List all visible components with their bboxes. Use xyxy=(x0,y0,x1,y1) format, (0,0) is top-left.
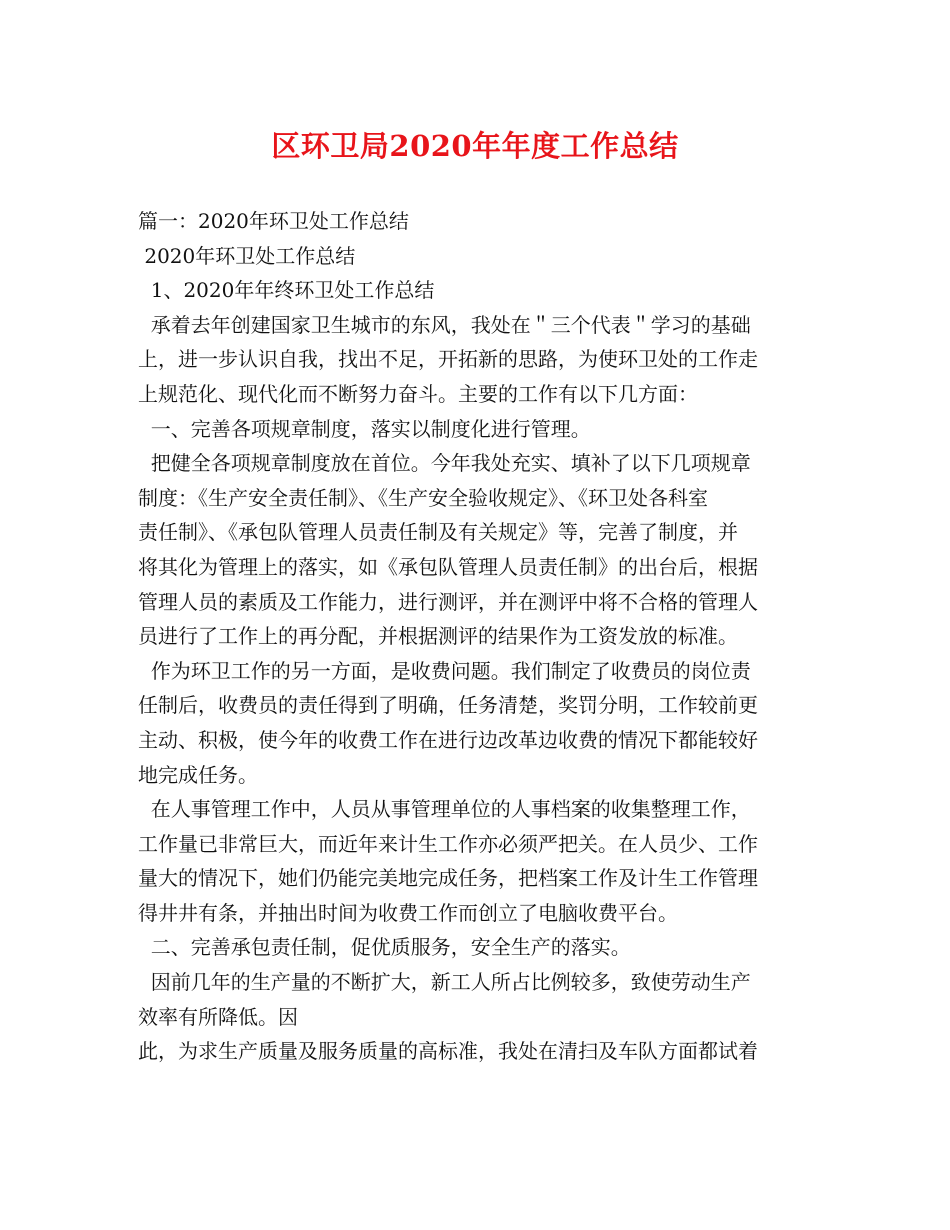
text-line: 任制后，收费员的责任得到了明确，任务清楚，奖罚分明，工作较前更 xyxy=(138,693,758,718)
text-line: 上，进一步认识自我，找出不足，开拓新的思路，为使环卫处的工作走 xyxy=(138,347,758,372)
text-line: 制度：《生产安全责任制》、《生产安全验收规定》、《环卫处各科室 xyxy=(138,485,708,510)
document-title: 区环卫局2020年年度工作总结 xyxy=(271,129,679,163)
text-line: 1、2020年年终环卫处工作总结 xyxy=(138,278,435,303)
text-line: 工作量已非常巨大，而近年来计生工作亦必须严把关。在人员少、工作 xyxy=(138,831,758,856)
text-line: 主动、积极，使今年的收费工作在进行边改革边收费的情况下都能较好 xyxy=(138,727,758,752)
text-line: 量大的情况下，她们仍能完美地完成任务，把档案工作及计生工作管理 xyxy=(138,866,758,891)
text-line: 2020年环卫处工作总结 xyxy=(138,243,356,268)
text-line: 效率有所降低。因 xyxy=(138,1004,298,1029)
text-line: 责任制》、《承包队管理人员责任制及有关规定》等，完善了制度，并 xyxy=(138,520,738,545)
text-line: 篇一：2020年环卫处工作总结 xyxy=(138,209,409,233)
text-line: 得井井有条，并抽出时间为收费工作而创立了电脑收费平台。 xyxy=(138,900,678,925)
text-line: 上规范化、现代化而不断努力奋斗。主要的工作有以下几方面： xyxy=(138,381,698,406)
text-line: 地完成任务。 xyxy=(138,762,258,787)
document-body xyxy=(138,204,814,1069)
text-line: 把健全各项规章制度放在首位。今年我处充实、填补了以下几项规章 xyxy=(138,451,751,476)
text-line: 一、完善各项规章制度，落实以制度化进行管理。 xyxy=(138,416,591,441)
text-line: 员进行了工作上的再分配，并根据测评的结果作为工资发放的标准。 xyxy=(138,624,738,649)
text-line: 承着去年创建国家卫生城市的东风，我处在＂三个代表＂学习的基础 xyxy=(138,312,751,337)
text-line: 二、完善承包责任制，促优质服务，安全生产的落实。 xyxy=(138,935,631,960)
text-line: 将其化为管理上的落实，如《承包队管理人员责任制》的出台后，根据 xyxy=(138,554,758,579)
text-line: 因前几年的生产量的不断扩大，新工人所占比例较多，致使劳动生产 xyxy=(138,970,751,995)
text-line: 管理人员的素质及工作能力，进行测评，并在测评中将不合格的管理人 xyxy=(138,589,758,614)
text-line: 此，为求生产质量及服务质量的高标准，我处在清扫及车队方面都试着 xyxy=(138,1039,758,1064)
text-line: 作为环卫工作的另一方面，是收费问题。我们制定了收费员的岗位责 xyxy=(138,658,751,683)
text-line: 在人事管理工作中，人员从事管理单位的人事档案的收集整理工作， xyxy=(138,797,751,822)
